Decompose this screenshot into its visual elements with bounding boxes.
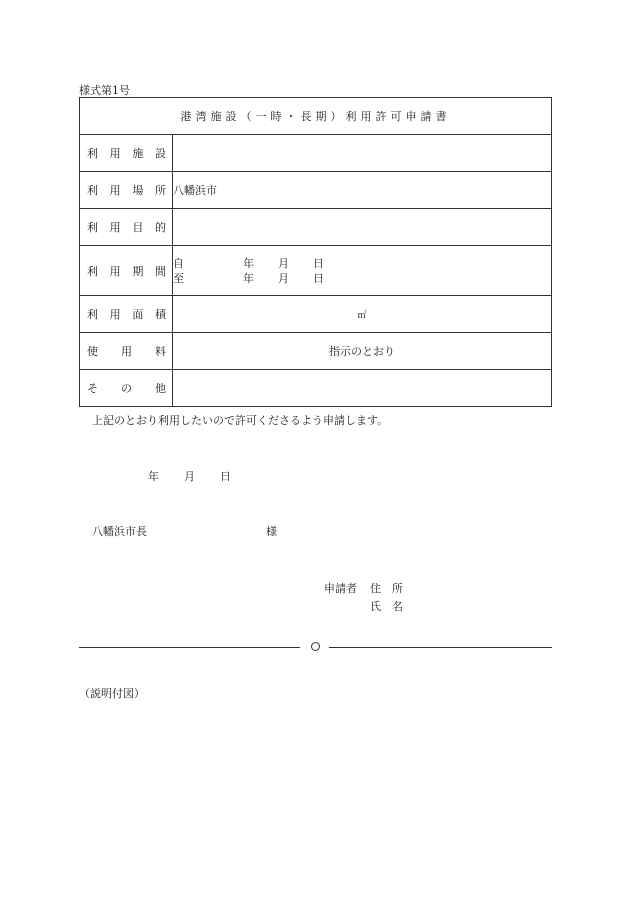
label-facility: 利 用 施 設 bbox=[87, 147, 166, 160]
value-purpose[interactable] bbox=[173, 209, 552, 246]
value-other[interactable] bbox=[173, 370, 552, 407]
form-number: 様式第1号 bbox=[79, 84, 130, 97]
row-facility bbox=[80, 135, 552, 172]
value-fee[interactable]: 指示のとおり bbox=[173, 333, 552, 370]
applicant-name-label: 氏 名 bbox=[370, 600, 403, 613]
row-area bbox=[80, 296, 552, 333]
form-title: 港湾施設（一時・長期）利用許可申請書 bbox=[80, 98, 552, 135]
label-location: 利 用 場 所 bbox=[87, 184, 166, 197]
label-period: 利 用 期 間 bbox=[87, 264, 166, 278]
row-purpose bbox=[80, 209, 552, 246]
row-other bbox=[80, 370, 552, 407]
date-month: 月 bbox=[184, 470, 195, 483]
period-to-line: 至 年 月 日 bbox=[173, 271, 324, 285]
row-location bbox=[80, 172, 552, 209]
area-unit: ㎡ bbox=[357, 310, 367, 321]
label-other: そ の 他 bbox=[87, 382, 166, 395]
addressee: 八幡浜市長 bbox=[92, 525, 147, 538]
row-fee bbox=[80, 333, 552, 370]
value-period[interactable] bbox=[173, 246, 552, 296]
value-facility[interactable] bbox=[173, 135, 552, 172]
value-location[interactable]: 八幡浜市 bbox=[173, 172, 552, 209]
date-year: 年 bbox=[148, 470, 159, 483]
applicant-label: 申請者 bbox=[324, 582, 357, 595]
separator-line-right bbox=[329, 647, 552, 648]
circle-mark bbox=[311, 642, 320, 651]
separator-line-left bbox=[79, 647, 300, 648]
explanation-diagram-label: （説明付図） bbox=[79, 687, 145, 700]
application-form-table bbox=[79, 97, 552, 407]
row-period bbox=[80, 246, 552, 296]
value-area[interactable] bbox=[173, 296, 552, 333]
applicant-address-label: 住 所 bbox=[370, 582, 403, 595]
label-purpose: 利 用 目 的 bbox=[87, 221, 166, 234]
application-statement: 上記のとおり利用したいので許可くださるよう申請します。 bbox=[92, 414, 389, 427]
label-fee: 使 用 料 bbox=[87, 345, 166, 358]
honorific: 様 bbox=[266, 525, 277, 538]
period-from-line: 自 年 月 日 bbox=[173, 256, 324, 270]
label-area: 利 用 面 積 bbox=[87, 308, 166, 321]
date-day: 日 bbox=[220, 470, 231, 483]
